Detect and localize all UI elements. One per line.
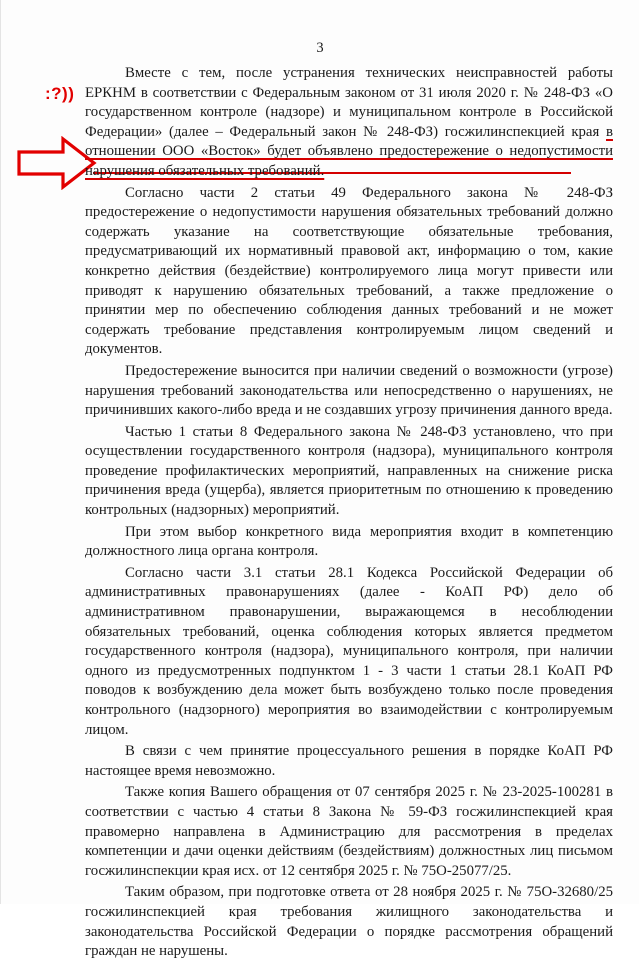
- paragraph-7: В связи с чем принятие процессуального решения в порядке КоАП РФ настоящее время невозможно.: [85, 743, 613, 779]
- paragraph-6: Согласно части 3.1 статьи 28.1 Кодекса Российской Федерации об административных правонарушениях (далее - КоАП РФ) дело об административном правонарушении, выражающемся в несоблюдении обязательных требований, оценка соблюдения которых является предметом государственного контроля (надзора), муниципального контроля, при наличии одного из предусмотренных подпунктом 1 - 3 части 1 статьи 28.1 КоАП РФ поводов к возбуждению дела может быть возбуждено только после проведения контрольного (надзорного) мероприятия во взаимодействии с контролируемым лицом.: [85, 564, 613, 738]
- paragraph-1-text: Вместе с тем, после устранения технических неисправностей работы ЕРКНМ в соответствии с Федеральным законом от 31 июля 2020 г. № 248-ФЗ «О государственном контроле (надзоре) и муниципальном контроле в Российской Федерации» (далее – Федеральный закон № 248-ФЗ) госжилинспекцией края: [85, 65, 613, 140]
- paragraph-9: Таким образом, при подготовке ответа от 28 ноября 2025 г. № 75О-32680/25 госжилинспекцией края требования жилищного законодательства и законодательства Российской Федерации о порядке рассмотрения обращений граждан не нарушены.: [85, 884, 613, 960]
- paragraph-8: Также копия Вашего обращения от 07 сентября 2025 г. № 23-2025-100281 в соответствии с частью 4 статьи 8 Закона № 59-ФЗ госжилинспекцией края правомерно направлена в Администрацию для рассмотрения в пределах компетенции и дачи оценки действиям (бездействиям) должностных лиц письмом госжилинспекции края исх. от 12 сентября 2025 г. № 75О-25077/25.: [85, 784, 613, 879]
- paragraph-2: Согласно части 2 статьи 49 Федерального закона № 248-ФЗ предостережение о недопустимости нарушения обязательных требований должно содержать указание на соответствующие обязательные требования, предусматривающий их нормативный правовой акт, информацию о том, какие конкретно действия (бездействие) контролируемого лица могут привести или приводят к нарушению обязательных требований, а также предложение о принятии мер по обеспечению соблюдения данных требований и не может содержать требование представления контролируемым лицом сведений и документов.: [85, 184, 613, 358]
- paragraph-5: При этом выбор конкретного вида мероприятия входит в компетенцию должностного лица органа контроля.: [85, 523, 613, 560]
- paragraph-3: Предостережение выносится при наличии сведений о возможности (угрозе) нарушения требований законодательства или непосредственно о нарушениях, не причинивших какого-либо вреда и не создавших угрозу причинения данного вреда.: [85, 362, 613, 419]
- letter-body: [85, 64, 613, 962]
- page-number: 3: [316, 40, 324, 56]
- annotation-text: :?)): [45, 84, 75, 103]
- paragraph-4: Частью 1 статьи 8 Федерального закона № 248-ФЗ установлено, что при осуществлении государственного контроля (надзора), муниципального контроля проведение профилактических мероприятий, направленных на снижение риска причинения вреда (ущерба), является приоритетным по отношению к проведению контрольных (надзорных) мероприятий.: [85, 423, 613, 519]
- highlighted-phrase: в отношении ООО «Восток» будет объявлено предостережение о недопустимости нарушения обязательных требований.: [85, 123, 613, 179]
- paragraph-1: [85, 64, 613, 182]
